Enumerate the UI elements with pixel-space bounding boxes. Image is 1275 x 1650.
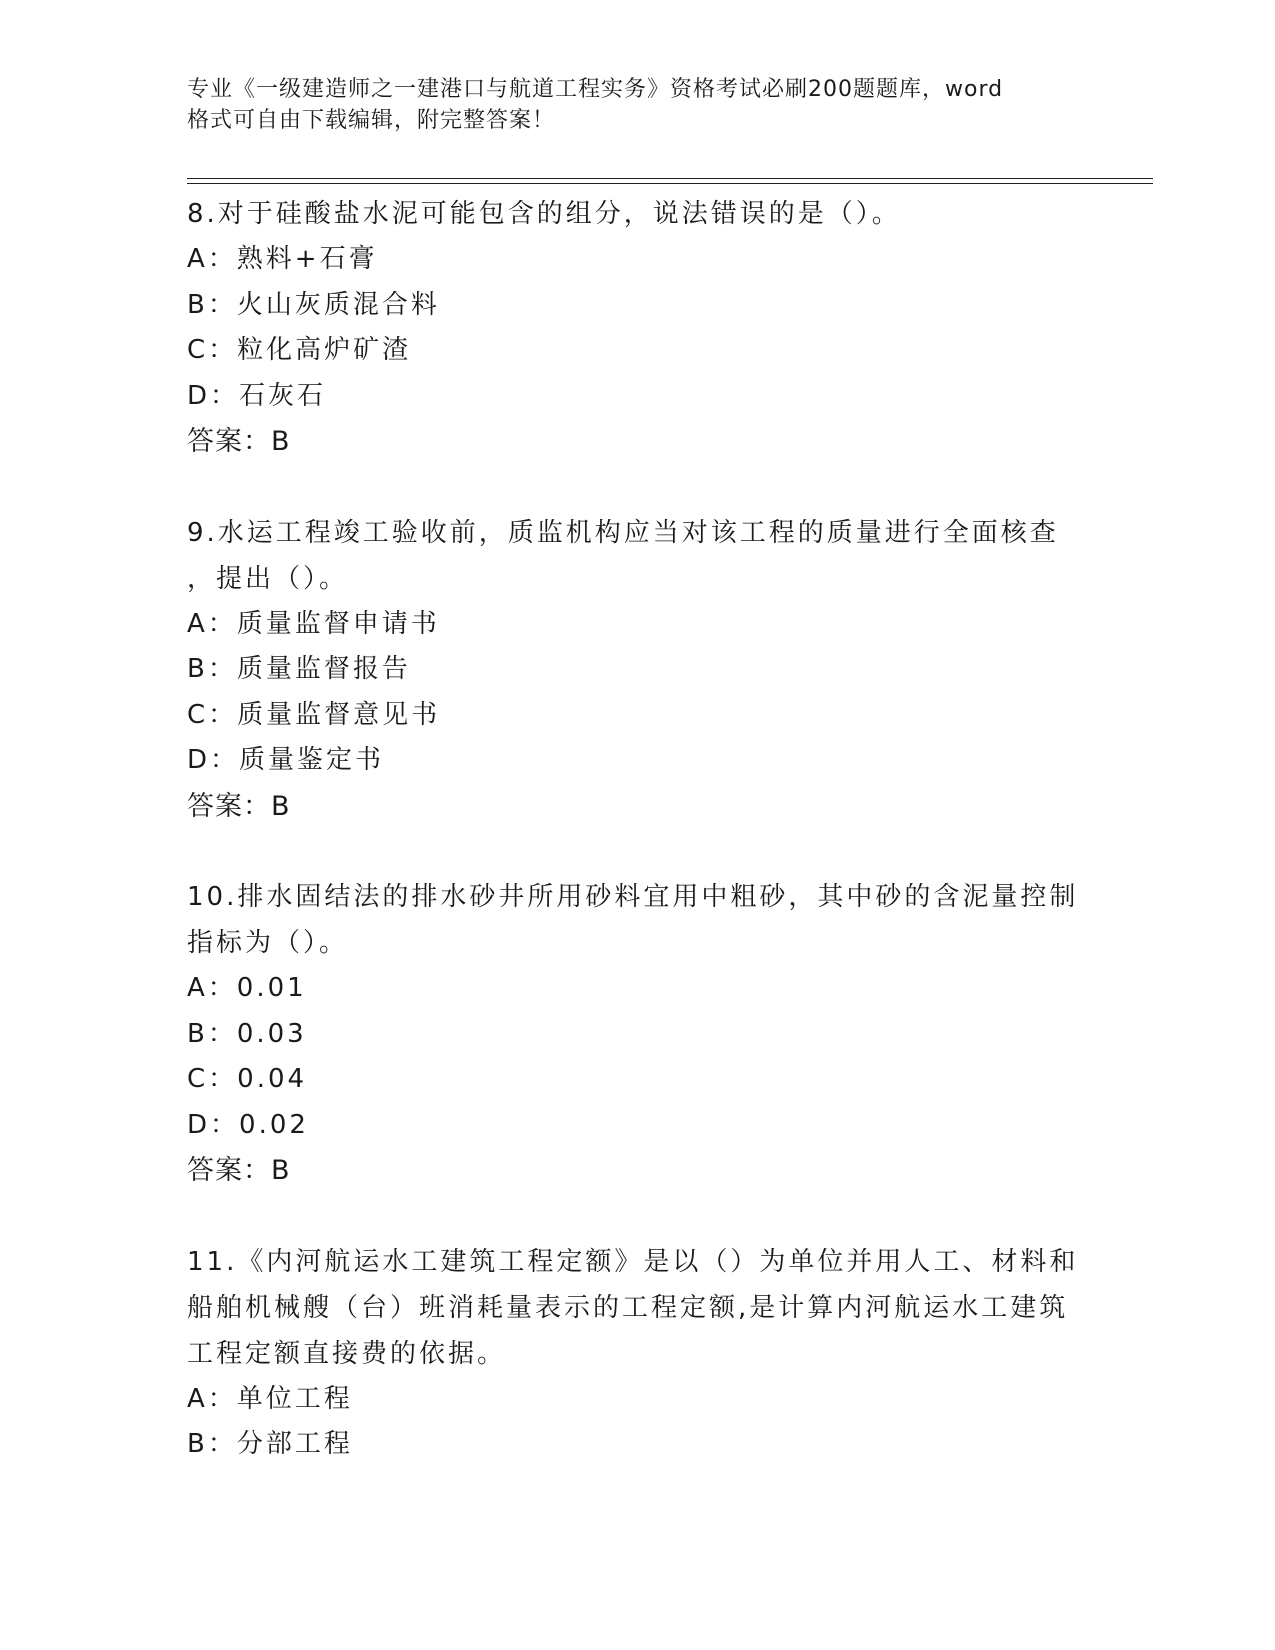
answer-option: D：质量鉴定书 <box>187 745 385 775</box>
question-stem-line: 指标为（）。 <box>187 928 349 958</box>
question-block <box>187 191 1087 465</box>
answer-value: B <box>271 426 291 457</box>
question-stem-line: 11.《内河航运水工建筑工程定额》是以（）为单位并用人工、材料和 <box>187 1246 1079 1277</box>
header-divider-bottom <box>187 183 1153 184</box>
question-list <box>187 191 1087 1513</box>
answer-option: A：单位工程 <box>187 1383 353 1414</box>
answer-option: A：质量监督申请书 <box>187 608 440 639</box>
question-block <box>187 874 1087 1194</box>
question-stem-line: ，提出（）。 <box>187 563 349 594</box>
answer-option: B：0.03 <box>187 1018 307 1049</box>
answer-option: D：石灰石 <box>187 380 327 411</box>
answer-option: A：熟料+石膏 <box>187 244 378 274</box>
answer-label: 答案： <box>187 1155 271 1186</box>
question-stem-line: 工程定额直接费的依据。 <box>187 1338 507 1369</box>
answer-label: 答案： <box>187 790 271 822</box>
question-block <box>187 1239 1087 1468</box>
question-stem-line: 8.对于硅酸盐水泥可能包含的组分，说法错误的是（）。 <box>187 199 901 229</box>
document-header <box>187 74 1067 136</box>
answer-line <box>187 419 1087 465</box>
answer-option: C：粒化高炉矿渣 <box>187 335 412 365</box>
header-line-1: 专业《一级建造师之一建港口与航道工程实务》资格考试必刷200题题库，word <box>187 77 1004 102</box>
answer-line <box>187 1148 1087 1194</box>
answer-option: B：分部工程 <box>187 1429 353 1459</box>
answer-option: B：质量监督报告 <box>187 654 411 684</box>
answer-line <box>187 784 1087 830</box>
question-stem-line: 9.水运工程竣工验收前，质监机构应当对该工程的质量进行全面核查 <box>187 517 1059 548</box>
answer-option: C：质量监督意见书 <box>187 699 441 730</box>
question-block <box>187 510 1087 830</box>
question-stem-line: 船舶机械艘（台）班消耗量表示的工程定额,是计算内河航运水工建筑 <box>187 1292 1069 1323</box>
header-divider-top <box>187 178 1153 179</box>
answer-option: D：0.02 <box>187 1109 309 1140</box>
question-stem-line: 10.排水固结法的排水砂井所用砂料宜用中粗砂，其中砂的含泥量控制 <box>187 882 1079 912</box>
answer-option: A：0.01 <box>187 973 307 1003</box>
answer-option: B：火山灰质混合料 <box>187 289 440 320</box>
answer-value: B <box>271 790 291 822</box>
answer-label: 答案： <box>187 426 271 457</box>
answer-option: C：0.04 <box>187 1064 308 1094</box>
header-line-2: 格式可自由下载编辑，附完整答案！ <box>187 108 556 133</box>
answer-value: B <box>271 1155 291 1186</box>
